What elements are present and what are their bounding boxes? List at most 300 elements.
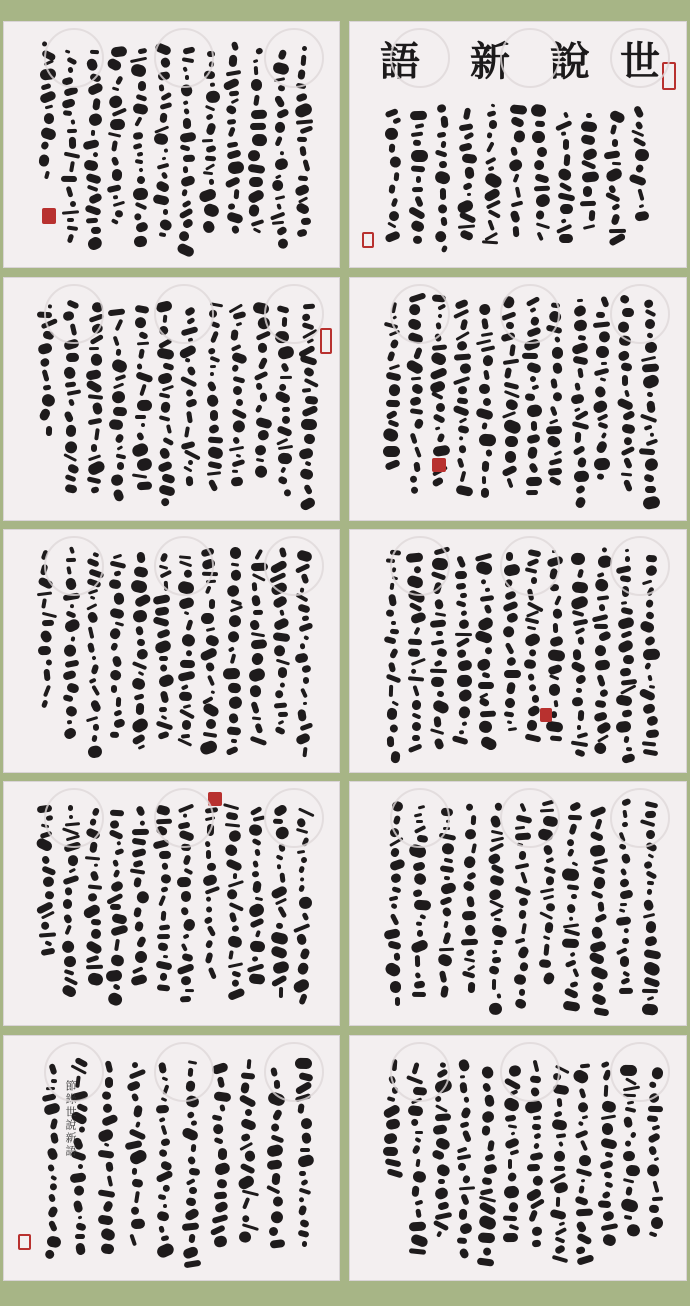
ink-stroke [459, 229, 474, 241]
ink-stroke [233, 873, 237, 879]
ink-stroke [440, 985, 449, 998]
ink-stroke [157, 460, 173, 473]
ink-stroke [413, 627, 420, 636]
ink-stroke [108, 668, 122, 682]
ink-stroke [74, 1242, 85, 1255]
ink-stroke [535, 121, 545, 128]
ink-stroke [570, 660, 586, 673]
ink-stroke [113, 336, 120, 347]
ink-stroke [431, 391, 444, 400]
ink-stroke [603, 1171, 612, 1179]
ink-stroke [519, 851, 527, 861]
ink-stroke [483, 604, 492, 615]
ink-column [569, 551, 591, 758]
ink-stroke [272, 960, 290, 975]
ink-stroke [110, 953, 126, 967]
ink-stroke [532, 131, 545, 143]
ink-stroke [68, 398, 75, 406]
ink-stroke [156, 347, 175, 360]
ink-stroke [416, 921, 422, 926]
ink-stroke [251, 595, 261, 607]
ink-stroke [183, 1260, 201, 1269]
ink-stroke [602, 1233, 618, 1247]
ink-stroke [303, 635, 309, 641]
ink-stroke [460, 1193, 470, 1205]
ink-stroke [266, 1144, 284, 1158]
ink-stroke [156, 934, 169, 939]
ink-stroke [181, 1222, 199, 1231]
ink-stroke [88, 884, 102, 889]
ink-stroke [249, 619, 261, 631]
ink-stroke [182, 100, 188, 106]
ink-stroke [303, 484, 313, 496]
ink-stroke [583, 224, 595, 230]
ink-stroke [510, 116, 525, 129]
ink-stroke [388, 383, 401, 396]
ink-stroke [409, 1221, 427, 1231]
ink-stroke [239, 1118, 256, 1132]
ink-stroke [176, 242, 196, 258]
ink-stroke [533, 1142, 540, 1150]
ink-stroke [136, 638, 145, 647]
ink-stroke [136, 431, 145, 441]
ink-stroke [159, 707, 167, 713]
ink-stroke [224, 823, 239, 828]
ink-stroke [412, 1170, 427, 1183]
ink-column [130, 47, 152, 249]
ink-stroke [549, 674, 559, 681]
ink-stroke [411, 150, 428, 162]
ink-stroke [464, 828, 477, 840]
ink-stroke [545, 426, 561, 435]
ink-stroke [233, 311, 247, 320]
ink-stroke [276, 864, 281, 869]
ink-stroke [113, 554, 122, 560]
ink-stroke [297, 603, 311, 613]
ink-stroke [232, 436, 241, 445]
ink-stroke [86, 716, 98, 722]
ink-stroke [505, 656, 517, 667]
ink-column [106, 808, 128, 1008]
ink-stroke [181, 953, 194, 963]
ink-stroke [409, 219, 425, 233]
ink-stroke [230, 225, 240, 235]
ink-stroke [130, 579, 148, 594]
ink-stroke [65, 424, 76, 437]
ink-column [482, 102, 504, 246]
ink-stroke [85, 369, 101, 381]
ink-stroke [227, 935, 243, 949]
ink-stroke [43, 1249, 55, 1261]
ink-stroke [232, 376, 245, 384]
ink-stroke [647, 1132, 661, 1144]
ink-stroke [437, 132, 447, 139]
ink-stroke [225, 583, 241, 598]
ink-stroke [191, 1120, 198, 1126]
ink-stroke [226, 987, 245, 1001]
ink-stroke [117, 841, 122, 846]
ink-stroke [211, 1214, 228, 1224]
ink-column [476, 301, 498, 500]
ink-stroke [481, 1177, 492, 1186]
ink-stroke [297, 850, 305, 854]
ink-stroke [209, 1224, 225, 1236]
ink-stroke [135, 890, 150, 905]
ink-stroke [255, 417, 273, 430]
ink-stroke [70, 201, 76, 207]
ink-stroke [459, 123, 474, 131]
ink-stroke [198, 187, 218, 203]
ink-stroke [640, 356, 655, 362]
ink-stroke [485, 449, 493, 457]
ink-stroke [155, 720, 173, 730]
ink-stroke [228, 55, 237, 68]
ink-stroke [231, 329, 239, 341]
ink-stroke [556, 224, 572, 234]
ink-stroke [70, 636, 75, 642]
ink-stroke [412, 992, 426, 997]
ink-stroke [407, 206, 425, 220]
ink-stroke [562, 868, 580, 882]
ink-stroke [534, 192, 552, 209]
ink-stroke [486, 141, 495, 153]
ink-stroke [389, 895, 399, 901]
ink-stroke [440, 188, 446, 200]
ink-stroke [199, 739, 219, 756]
ink-stroke [490, 908, 503, 917]
ink-stroke [565, 903, 576, 914]
ink-stroke [299, 947, 311, 960]
ink-stroke [432, 413, 445, 424]
ink-stroke [634, 211, 649, 222]
ink-stroke [565, 959, 577, 968]
ink-stroke [86, 603, 97, 611]
ink-stroke [41, 699, 49, 708]
ink-stroke [302, 159, 310, 172]
ink-stroke [631, 129, 644, 137]
ink-stroke [412, 861, 426, 872]
ink-stroke [132, 103, 149, 116]
ink-stroke [542, 895, 553, 901]
ink-stroke [600, 377, 607, 382]
ink-stroke [126, 1080, 141, 1092]
ink-stroke [100, 1243, 114, 1255]
watermark-circle [390, 536, 450, 596]
ink-stroke [642, 749, 658, 757]
ink-stroke [459, 417, 467, 423]
ink-stroke [69, 604, 74, 609]
ink-stroke [78, 1126, 85, 1133]
ink-stroke [434, 229, 448, 243]
ink-stroke [293, 923, 310, 933]
ink-stroke [256, 428, 270, 442]
ink-stroke [632, 137, 646, 148]
ink-stroke [388, 155, 403, 170]
ink-stroke [63, 453, 77, 462]
ink-stroke [205, 156, 216, 162]
ink-stroke [527, 1164, 540, 1171]
ink-stroke [210, 365, 216, 368]
ink-stroke [553, 1166, 564, 1171]
ink-stroke [280, 376, 292, 379]
ink-stroke [601, 1122, 614, 1136]
ink-stroke [229, 90, 239, 96]
ink-stroke [508, 1201, 519, 1213]
ink-stroke [162, 156, 167, 160]
ink-stroke [629, 1131, 636, 1139]
ink-stroke [435, 403, 444, 412]
ink-stroke [185, 398, 198, 408]
watermark-circle [610, 788, 670, 848]
ink-stroke [589, 965, 609, 981]
ink-stroke [242, 1197, 250, 1210]
ink-stroke [278, 445, 293, 450]
ink-stroke [557, 192, 575, 201]
ink-stroke [383, 1132, 398, 1144]
ink-stroke [91, 486, 100, 494]
ink-stroke [89, 347, 99, 350]
ink-stroke [536, 231, 543, 241]
ink-stroke [526, 434, 540, 445]
ink-stroke [527, 673, 535, 682]
ink-stroke [233, 189, 239, 199]
ink-stroke [228, 902, 243, 912]
ink-stroke [137, 81, 146, 91]
ink-stroke [503, 359, 519, 365]
ink-column [106, 45, 128, 227]
ink-stroke [431, 344, 446, 351]
ink-stroke [535, 145, 549, 159]
ink-stroke [381, 427, 399, 444]
ink-stroke [641, 373, 660, 390]
ink-stroke [641, 363, 659, 372]
ink-stroke [251, 632, 265, 637]
ink-stroke [248, 823, 263, 836]
ink-stroke [253, 371, 268, 381]
ink-stroke [490, 103, 495, 108]
ink-stroke [181, 684, 189, 691]
ink-stroke [179, 207, 194, 219]
ink-stroke [456, 340, 469, 352]
ink-stroke [643, 949, 661, 960]
ink-stroke [638, 688, 656, 702]
ink-stroke [277, 238, 289, 250]
ink-stroke [580, 121, 597, 133]
ink-stroke [508, 1224, 519, 1231]
ink-stroke [555, 120, 573, 131]
ink-stroke [646, 996, 654, 1001]
ink-stroke [227, 962, 242, 968]
ink-stroke [509, 104, 527, 115]
ink-stroke [65, 381, 77, 387]
ink-stroke [526, 404, 543, 418]
ink-stroke [159, 392, 171, 398]
ink-stroke [504, 367, 512, 379]
ink-stroke [594, 385, 608, 399]
ink-stroke [386, 400, 400, 407]
ink-stroke [181, 1245, 199, 1260]
ink-stroke [298, 468, 313, 481]
ink-stroke [508, 1124, 517, 1129]
ink-column [563, 802, 585, 1013]
ink-stroke [461, 610, 468, 617]
ink-stroke [414, 1137, 421, 1143]
ink-stroke [87, 192, 102, 205]
ink-stroke [616, 947, 628, 955]
ink-stroke [219, 1104, 226, 1112]
ink-stroke [299, 1171, 306, 1176]
ink-stroke [251, 109, 267, 119]
ink-stroke [601, 1223, 619, 1231]
ink-stroke [185, 1178, 195, 1186]
ink-stroke [108, 132, 121, 138]
ink-stroke [224, 176, 241, 189]
ink-stroke [593, 1007, 609, 1016]
ink-stroke [108, 419, 123, 431]
ink-stroke [626, 747, 632, 751]
ink-stroke [46, 1235, 62, 1248]
watermark-circle [390, 284, 450, 344]
ink-stroke [504, 642, 514, 655]
ink-stroke [574, 748, 585, 757]
ink-stroke [612, 139, 618, 147]
ink-stroke [622, 375, 628, 386]
ink-stroke [114, 709, 123, 717]
ink-stroke [300, 1118, 311, 1129]
ink-stroke [69, 161, 75, 173]
ink-stroke [483, 171, 504, 190]
ink-stroke [616, 397, 634, 411]
ink-stroke [164, 148, 169, 153]
ink-stroke [394, 172, 400, 181]
ink-stroke [159, 972, 167, 981]
ink-stroke [387, 419, 399, 428]
ink-stroke [436, 433, 445, 444]
ink-stroke [110, 810, 124, 817]
ink-stroke [303, 702, 307, 705]
ink-stroke [436, 691, 444, 698]
ink-stroke [568, 916, 573, 921]
ink-stroke [483, 1163, 497, 1174]
watermark-circle [500, 788, 560, 848]
watermark-circle [44, 28, 104, 88]
ink-stroke [639, 448, 655, 455]
ink-stroke [621, 473, 632, 477]
ink-stroke [651, 1217, 663, 1229]
ink-stroke [296, 228, 307, 237]
ink-stroke [229, 912, 238, 923]
ink-stroke [652, 1180, 659, 1193]
ink-stroke [64, 484, 77, 494]
ink-column [130, 550, 152, 751]
ink-stroke [91, 402, 103, 416]
ink-stroke [107, 94, 124, 110]
ink-stroke [441, 245, 448, 253]
ink-stroke [412, 712, 422, 719]
ink-stroke [300, 877, 305, 882]
ink-stroke [506, 1171, 517, 1183]
ink-stroke [160, 171, 168, 180]
ink-stroke [158, 446, 171, 460]
ink-stroke [208, 599, 214, 609]
watermark-circle [44, 788, 104, 848]
ink-stroke [190, 1144, 196, 1152]
ink-stroke [487, 166, 494, 172]
ink-stroke [593, 741, 608, 756]
ink-stroke [43, 685, 51, 698]
ink-stroke [578, 335, 587, 341]
ink-stroke [482, 461, 490, 472]
watermark-circle [44, 284, 104, 344]
ink-stroke [111, 46, 128, 58]
ink-stroke [554, 1111, 563, 1118]
ink-stroke [411, 165, 425, 172]
ink-stroke [128, 1148, 149, 1166]
ink-stroke [513, 173, 520, 183]
ink-stroke [389, 723, 400, 734]
ink-stroke [637, 188, 644, 201]
ink-stroke [531, 1240, 541, 1248]
ink-stroke [561, 218, 567, 223]
ink-stroke [138, 331, 149, 340]
ink-stroke [138, 48, 148, 55]
ink-stroke [642, 649, 660, 661]
ink-stroke [208, 967, 217, 980]
ink-stroke [526, 490, 538, 495]
ink-stroke [502, 411, 516, 419]
ink-stroke [253, 610, 263, 615]
ink-stroke [297, 137, 307, 142]
ink-stroke [259, 392, 267, 402]
ink-stroke [437, 1201, 450, 1211]
ink-stroke [531, 384, 539, 390]
ink-stroke [202, 873, 218, 887]
ink-stroke [383, 1147, 398, 1156]
ink-stroke [620, 607, 633, 616]
ink-stroke [443, 857, 453, 863]
ink-stroke [596, 721, 613, 736]
ink-stroke [619, 889, 633, 900]
ink-column [246, 47, 268, 234]
ink-stroke [624, 390, 630, 398]
ink-stroke [456, 600, 467, 608]
ink-stroke [202, 202, 220, 218]
ink-stroke [506, 682, 516, 695]
ink-stroke [271, 1108, 282, 1121]
ink-stroke [461, 939, 478, 946]
ink-stroke [458, 1163, 466, 1171]
ink-stroke [600, 1138, 618, 1150]
ink-stroke [62, 875, 79, 886]
ink-stroke [553, 700, 558, 708]
ink-stroke [645, 715, 658, 727]
ink-stroke [231, 41, 239, 51]
ink-stroke [502, 1215, 516, 1221]
ink-stroke [546, 857, 555, 864]
ink-stroke [610, 124, 617, 135]
ink-stroke [414, 900, 432, 911]
ink-stroke [494, 940, 503, 945]
ink-stroke [457, 705, 471, 720]
ink-stroke [579, 1088, 587, 1099]
ink-stroke [576, 1246, 587, 1255]
ink-stroke [582, 171, 600, 183]
ink-stroke [642, 989, 658, 993]
ink-stroke [385, 108, 399, 118]
ink-stroke [185, 476, 193, 487]
ink-stroke [594, 858, 609, 865]
ink-stroke [132, 609, 148, 623]
